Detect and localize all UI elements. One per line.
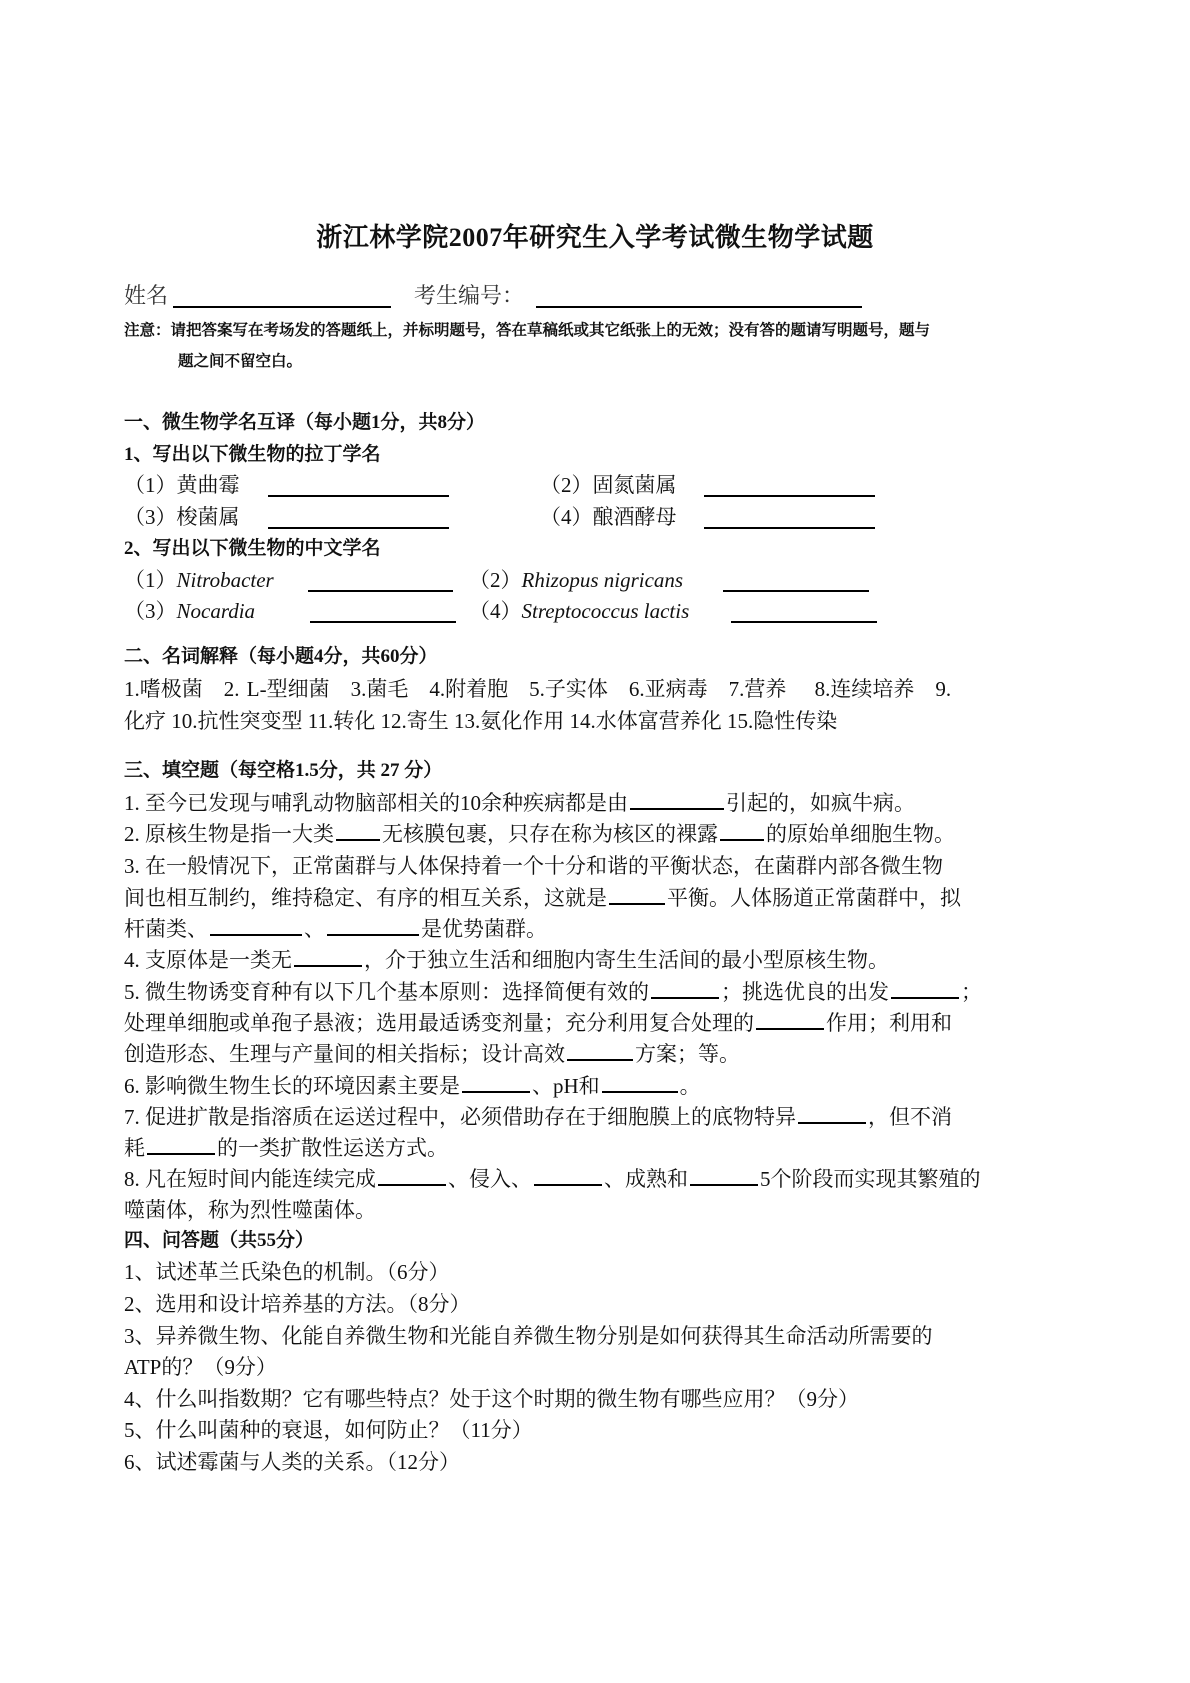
notice-line2: 题之间不留空白。 xyxy=(178,353,303,370)
text: 5. 微生物诱变育种有以下几个基本原则：选择简便有效的 xyxy=(124,980,649,1004)
item-number: （3） xyxy=(124,505,177,529)
section4-heading: 四、问答题（共55分） xyxy=(124,1230,315,1251)
text: 2. 原核生物是指一大类 xyxy=(124,822,334,846)
fill-q5-line2 xyxy=(124,1009,952,1037)
essay-q2: 2、选用和设计培养基的方法。（8分） xyxy=(124,1292,471,1316)
fill-q8-line1 xyxy=(124,1165,981,1193)
text: 的原始单细胞生物。 xyxy=(766,822,955,846)
terms-line1: 1.嗜极菌 2. L-型细菌 3.菌毛 4.附着胞 5.子实体 6.亚病毒 7.营养 8.连续培养 9. xyxy=(124,677,952,701)
text: 、pH和 xyxy=(532,1074,600,1098)
text: ；挑选优良的出发 xyxy=(721,980,889,1004)
fill-q3-line1: 3. 在一般情况下，正常菌群与人体保持着一个十分和谐的平衡状态，在菌群内部各微生物 xyxy=(124,854,943,878)
text: 作用；利用和 xyxy=(826,1011,952,1035)
answer-blank[interactable] xyxy=(723,568,869,592)
chinese-item-3 xyxy=(124,597,255,625)
answer-blank[interactable] xyxy=(268,473,449,497)
text: 引起的，如疯牛病。 xyxy=(726,791,915,815)
answer-blank[interactable] xyxy=(308,568,453,592)
text: 、 xyxy=(304,917,325,941)
section1-heading: 一、微生物学名互译（每小题1分，共8分） xyxy=(124,412,486,433)
text: 7. 促进扩散是指溶质在运送过程中，必须借助存在于细胞膜上的底物特异 xyxy=(124,1105,796,1129)
item-text: Streptococcus lactis xyxy=(521,599,690,623)
answer-blank[interactable] xyxy=(720,821,764,841)
answer-blank[interactable] xyxy=(704,473,875,497)
fill-q3-line3 xyxy=(124,915,547,943)
text: 是优势菌群。 xyxy=(421,917,547,941)
text: ，但不消 xyxy=(868,1105,952,1129)
fill-q6 xyxy=(124,1072,701,1100)
item-number: （1） xyxy=(124,473,177,497)
fill-q7-line2 xyxy=(124,1134,448,1162)
fill-q8-line2: 噬菌体，称为烈性噬菌体。 xyxy=(124,1198,376,1222)
fill-q1 xyxy=(124,789,915,817)
answer-blank[interactable] xyxy=(731,599,877,623)
answer-blank[interactable] xyxy=(630,790,724,810)
answer-blank[interactable] xyxy=(534,1166,602,1186)
answer-blank[interactable] xyxy=(147,1135,215,1155)
notice-line1 xyxy=(124,317,930,345)
answer-blank[interactable] xyxy=(210,916,302,936)
name-field[interactable] xyxy=(173,282,391,308)
latin-item-2 xyxy=(540,471,677,499)
answer-blank[interactable] xyxy=(798,1104,866,1124)
answer-blank[interactable] xyxy=(378,1166,446,1186)
essay-q3-line1: 3、异养微生物、化能自养微生物和光能自养微生物分别是如何获得其生命活动所需要的 xyxy=(124,1324,933,1348)
text: ，介于独立生活和细胞内寄生生活间的最小型原核生物。 xyxy=(364,948,889,972)
exam-title: 浙江林学院2007年研究生入学考试微生物学试题 xyxy=(316,223,874,252)
text: 1. 至今已发现与哺乳动物脑部相关的10余种疾病都是由 xyxy=(124,791,628,815)
item-number: （2） xyxy=(469,568,522,592)
answer-blank[interactable] xyxy=(690,1166,758,1186)
item-text: 酿酒酵母 xyxy=(592,505,677,529)
essay-q4: 4、什么叫指数期？它有哪些特点？处于这个时期的微生物有哪些应用？（9分） xyxy=(124,1387,859,1411)
answer-blank[interactable] xyxy=(268,505,449,529)
fill-q5-line3 xyxy=(124,1040,740,1068)
item-number: （4） xyxy=(469,599,522,623)
item-text: Nocardia xyxy=(176,599,256,623)
text: 耗 xyxy=(124,1136,145,1160)
text: 8. 凡在短时间内能连续完成 xyxy=(124,1167,376,1191)
latin-item-1 xyxy=(124,471,240,499)
answer-blank[interactable] xyxy=(756,1010,824,1030)
candidate-id-label: 考生编号： xyxy=(414,283,525,308)
text: 、侵入、 xyxy=(448,1167,532,1191)
answer-blank[interactable] xyxy=(704,505,875,529)
name-label: 姓名 xyxy=(124,283,169,308)
section1-part1-heading: 1、写出以下微生物的拉丁学名 xyxy=(124,444,381,465)
notice-text: 请把答案写在考场发的答题纸上，并标明题号，答在草稿纸或其它纸张上的无效；没有答的题请写明题号，题与 xyxy=(170,322,931,339)
item-number: （1） xyxy=(124,568,177,592)
text: 。 xyxy=(679,1074,701,1098)
answer-blank[interactable] xyxy=(891,979,959,999)
text: 4. 支原体是一类无 xyxy=(124,948,292,972)
fill-q4 xyxy=(124,946,889,974)
section3-heading: 三、填空题（每空格1.5分，共 27 分） xyxy=(124,760,443,781)
fill-q3-line2 xyxy=(124,884,961,912)
text: 杆菌类、 xyxy=(124,917,208,941)
item-text: Rhizopus nigricans xyxy=(521,568,684,592)
answer-blank[interactable] xyxy=(327,916,419,936)
answer-blank[interactable] xyxy=(462,1073,530,1093)
text: 5个阶段而实现其繁殖的 xyxy=(760,1167,981,1191)
terms-line2: 化疗 10.抗性突变型 11.转化 12.寄生 13.氨化作用 14.水体富营养化 15.隐性传染 xyxy=(124,709,838,733)
item-text: Nitrobacter xyxy=(176,568,274,592)
answer-blank[interactable] xyxy=(336,821,380,841)
text: 创造形态、生理与产量间的相关指标；设计高效 xyxy=(124,1042,565,1066)
item-text: 固氮菌属 xyxy=(592,473,677,497)
text: 方案；等。 xyxy=(635,1042,740,1066)
essay-q5: 5、什么叫菌种的衰退，如何防止？（11分） xyxy=(124,1418,533,1442)
essay-q6: 6、试述霉菌与人类的关系。（12分） xyxy=(124,1450,460,1474)
text: ； xyxy=(961,980,982,1004)
item-number: （2） xyxy=(540,473,593,497)
fill-q2 xyxy=(124,820,955,848)
section1-part2-heading: 2、写出以下微生物的中文学名 xyxy=(124,538,381,559)
chinese-item-1 xyxy=(124,566,274,594)
item-text: 梭菌属 xyxy=(176,505,240,529)
text: 的一类扩散性运送方式。 xyxy=(217,1136,448,1160)
fill-q5-line1 xyxy=(124,978,982,1006)
answer-blank[interactable] xyxy=(294,947,362,967)
chinese-item-4 xyxy=(469,597,689,625)
chinese-item-2 xyxy=(469,566,683,594)
essay-q1: 1、试述革兰氏染色的机制。（6分） xyxy=(124,1260,450,1284)
text: 、成熟和 xyxy=(604,1167,688,1191)
latin-item-3 xyxy=(124,503,240,531)
item-text: 黄曲霉 xyxy=(176,473,240,497)
item-number: （3） xyxy=(124,599,177,623)
text: 6. 影响微生物生长的环境因素主要是 xyxy=(124,1074,460,1098)
answer-blank[interactable] xyxy=(602,1073,678,1093)
candidate-id-field[interactable] xyxy=(536,282,862,308)
answer-blank[interactable] xyxy=(310,599,456,623)
text: 间也相互制约，维持稳定、有序的相互关系，这就是 xyxy=(124,886,607,910)
answer-blank[interactable] xyxy=(651,979,719,999)
fill-q7-line1 xyxy=(124,1103,952,1131)
answer-blank[interactable] xyxy=(609,885,665,905)
latin-item-4 xyxy=(540,503,677,531)
answer-blank[interactable] xyxy=(567,1041,633,1061)
essay-q3-line2: ATP的？（9分） xyxy=(124,1355,277,1379)
item-number: （4） xyxy=(540,505,593,529)
text: 无核膜包裹，只存在称为核区的裸露 xyxy=(382,822,718,846)
text: 平衡。人体肠道正常菌群中，拟 xyxy=(667,886,961,910)
section2-heading: 二、名词解释（每小题4分，共60分） xyxy=(124,646,438,667)
notice-label: 注意： xyxy=(124,322,171,339)
text: 处理单细胞或单孢子悬液；选用最适诱变剂量；充分利用复合处理的 xyxy=(124,1011,754,1035)
